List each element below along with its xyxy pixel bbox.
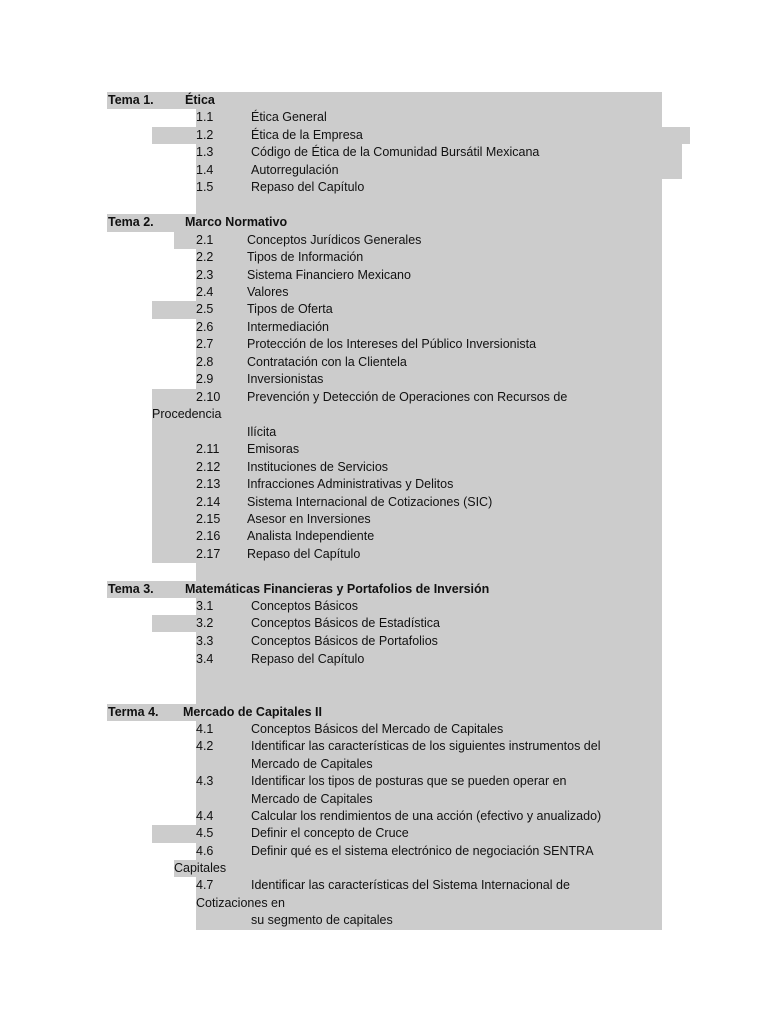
item-text: Intermediación: [247, 320, 329, 334]
item-text: Repaso del Capítulo: [247, 547, 361, 561]
item-number: 2.10: [196, 390, 221, 404]
item-number: 2.13: [196, 477, 221, 491]
item-text: Procedencia: [152, 407, 222, 421]
item-text: Repaso del Capítulo: [251, 180, 365, 194]
item-text: Protección de los Intereses del Público Inversionista: [247, 337, 537, 351]
item-number: 2.12: [196, 460, 221, 474]
item-text: Analista Independiente: [247, 529, 375, 543]
item-text: Tipos de Oferta: [247, 302, 333, 316]
item-number: 3.1: [196, 599, 214, 613]
item-text: Emisoras: [247, 442, 300, 456]
item-number: 2.5: [196, 302, 214, 316]
item-number: 2.9: [196, 372, 214, 386]
section-label: Tema 3.: [108, 582, 154, 596]
item-number: 2.8: [196, 355, 214, 369]
item-text: Valores: [247, 285, 289, 299]
item-text: Instituciones de Servicios: [247, 460, 389, 474]
section-label: Tema 1.: [108, 93, 154, 107]
item-text: Identificar las características de los siguientes instrumentos del: [251, 739, 601, 753]
item-number: 1.5: [196, 180, 214, 194]
item-number: 4.6: [196, 844, 214, 858]
item-number: 2.17: [196, 547, 221, 561]
item-text: Contratación con la Clientela: [247, 355, 407, 369]
item-text: Ética General: [251, 110, 327, 124]
item-number: 2.6: [196, 320, 214, 334]
item-text: Código de Ética de la Comunidad Bursátil Mexicana: [251, 145, 540, 159]
item-number: 1.4: [196, 163, 214, 177]
item-number: 3.4: [196, 652, 214, 666]
item-text: Autorregulación: [251, 163, 339, 177]
item-number: 4.5: [196, 826, 214, 840]
item-text: Definir el concepto de Cruce: [251, 826, 409, 840]
section-title: Matemáticas Financieras y Portafolios de Inversión: [185, 582, 490, 596]
item-text: Mercado de Capitales: [251, 792, 373, 806]
item-text: Conceptos Jurídicos Generales: [247, 233, 422, 247]
item-text: Conceptos Básicos: [251, 599, 359, 613]
item-text: Infracciones Administrativas y Delitos: [247, 477, 454, 491]
section-label: Tema 2.: [108, 215, 154, 229]
item-number: 4.4: [196, 809, 214, 823]
highlight-block: [152, 301, 662, 319]
item-text: Repaso del Capítulo: [251, 652, 365, 666]
item-number: 1.1: [196, 110, 214, 124]
item-number: 2.3: [196, 268, 214, 282]
item-number: 4.3: [196, 774, 214, 788]
item-text: Conceptos Básicos de Estadística: [251, 616, 440, 630]
item-number: 4.2: [196, 739, 214, 753]
item-text: Tipos de Información: [247, 250, 364, 264]
highlight-block: [152, 127, 690, 144]
item-text: Definir qué es el sistema electrónico de negociación SENTRA: [251, 844, 594, 858]
item-text: Prevención y Detección de Operaciones con Recursos de: [247, 390, 568, 404]
item-number: 2.14: [196, 495, 221, 509]
item-text: Capitales: [174, 861, 227, 875]
section-title: Marco Normativo: [185, 215, 288, 229]
item-text: Conceptos Básicos del Mercado de Capitales: [251, 722, 504, 736]
item-number: 3.2: [196, 616, 214, 630]
item-number: 1.2: [196, 128, 214, 142]
item-text: Ética de la Empresa: [251, 128, 363, 142]
item-text: Mercado de Capitales: [251, 757, 373, 771]
highlight-block: [174, 860, 662, 877]
item-number: 2.1: [196, 233, 214, 247]
item-text: Identificar los tipos de posturas que se pueden operar en: [251, 774, 567, 788]
item-text: su segmento de capitales: [251, 913, 393, 927]
item-text: Inversionistas: [247, 372, 324, 386]
item-number: 2.15: [196, 512, 221, 526]
item-number: 2.16: [196, 529, 221, 543]
item-number: 4.1: [196, 722, 214, 736]
highlight-block: [196, 197, 662, 214]
item-text: Cotizaciones en: [196, 896, 285, 910]
highlight-block: [196, 563, 662, 581]
item-text: Ilícita: [247, 425, 277, 439]
item-number: 2.7: [196, 337, 214, 351]
item-text: Sistema Internacional de Cotizaciones (SIC): [247, 495, 493, 509]
item-number: 2.4: [196, 285, 214, 299]
item-number: 1.3: [196, 145, 214, 159]
item-text: Identificar las características del Sistema Internacional de: [251, 878, 570, 892]
section-label: Terma 4.: [108, 705, 159, 719]
item-number: 3.3: [196, 634, 214, 648]
item-text: Asesor en Inversiones: [247, 512, 371, 526]
section-title: Mercado de Capitales II: [183, 705, 322, 719]
item-number: 4.7: [196, 878, 214, 892]
section-title: Ética: [185, 93, 215, 107]
item-text: Calcular los rendimientos de una acción (efectivo y anualizado): [251, 809, 602, 823]
item-text: Conceptos Básicos de Portafolios: [251, 634, 438, 648]
item-number: 2.11: [196, 442, 220, 456]
item-text: Sistema Financiero Mexicano: [247, 268, 411, 282]
item-number: 2.2: [196, 250, 214, 264]
